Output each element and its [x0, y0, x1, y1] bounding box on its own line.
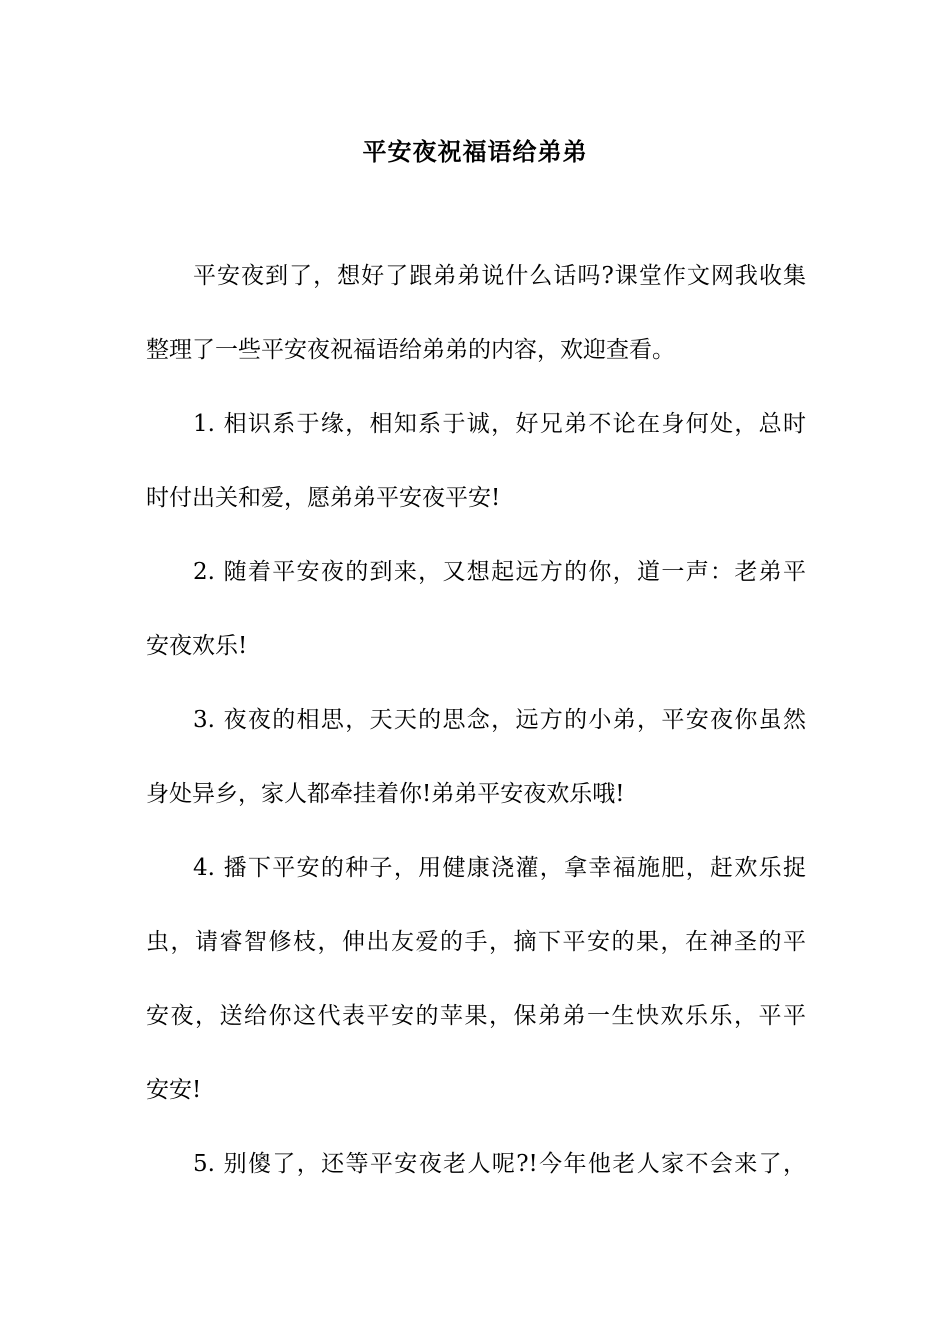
paragraph-line: 3. 夜夜的相思，天天的思念，远方的小弟，平安夜你虽然	[193, 707, 806, 733]
paragraph-line: 虫，请睿智修枝，伸出友爱的手，摘下平安的果，在神圣的平	[146, 929, 806, 955]
document-title: 平安夜祝福语给弟弟	[362, 137, 588, 166]
paragraph-line: 安夜，送给你这代表平安的苹果，保弟弟一生快欢乐乐，平平	[146, 1003, 806, 1029]
paragraph-line: 时付出关和爱，愿弟弟平安夜平安!	[146, 485, 501, 511]
paragraph-line: 安安!	[146, 1077, 202, 1103]
paragraph-line: 2. 随着平安夜的到来，又想起远方的你，道一声：老弟平	[193, 559, 806, 585]
paragraph-line: 5. 别傻了，还等平安夜老人呢?!今年他老人家不会来了，	[193, 1151, 806, 1177]
paragraph-line: 1. 相识系于缘，相知系于诚，好兄弟不论在身何处，总时	[193, 411, 806, 437]
document-body	[146, 258, 806, 1220]
paragraph-line: 整理了一些平安夜祝福语给弟弟的内容，欢迎查看。	[146, 337, 675, 363]
paragraph-line: 平安夜到了，想好了跟弟弟说什么话吗?课堂作文网我收集	[193, 263, 806, 289]
paragraph-line: 身处异乡，家人都牵挂着你!弟弟平安夜欢乐哦!	[146, 781, 625, 807]
paragraph-line: 4. 播下平安的种子，用健康浇灌，拿幸福施肥，赶欢乐捉	[193, 855, 806, 881]
paragraph-line: 安夜欢乐!	[146, 633, 248, 659]
